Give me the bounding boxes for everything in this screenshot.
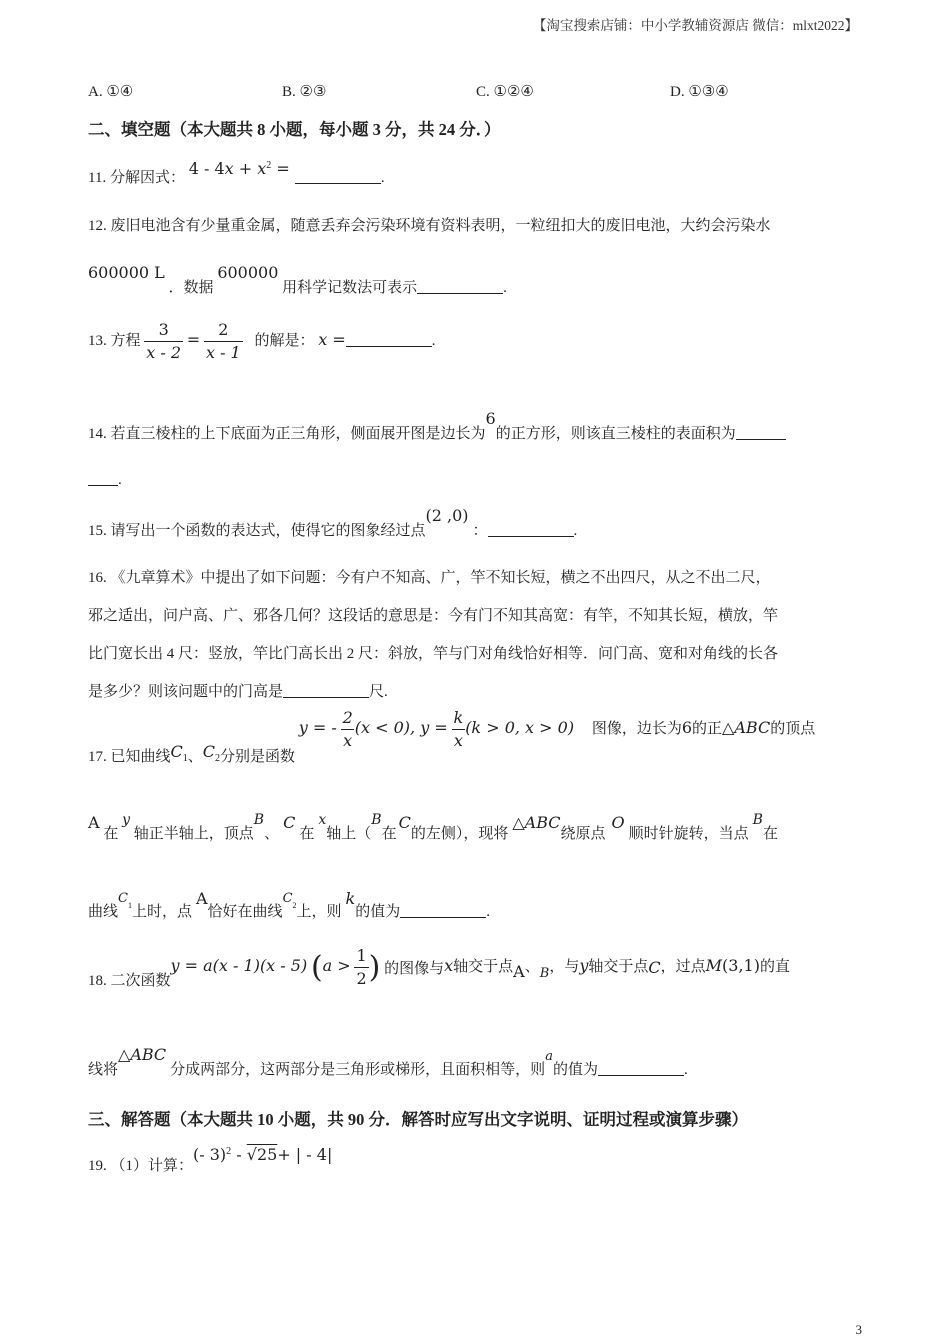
question-11: [88, 158, 385, 186]
q17-l2-12: C: [398, 813, 411, 832]
page-header: 【淘宝搜索店铺：中小学教辅资源店 微信：mlxt2022】: [532, 18, 858, 33]
q17-f2-fraction: $\frac{k}{x}$: [453, 708, 464, 750]
q18-l2-prefix: 线将: [88, 1062, 119, 1078]
q17-c1: C: [170, 741, 183, 761]
q18-cond-fraction: $\frac{1}{2}$: [356, 946, 367, 988]
q17-l2-3: 轴正半轴上，顶点: [133, 826, 254, 842]
q17-l3-A: A: [195, 889, 208, 908]
q17-triangle: △ABC: [722, 717, 771, 737]
q19-expr-a: (- 3): [193, 1145, 227, 1164]
q18-x: x: [444, 955, 454, 975]
question-16-line-2: 邪之适出，问户高、广、邪各几何？这段话的意思是：今有门不知其高宽：有竿，不知其长短，横放，竿: [88, 608, 779, 624]
q18-sep: 、: [524, 958, 540, 975]
q17-l2-6: C: [283, 813, 296, 832]
q13-fraction-2: $\frac{2}{x - 1}$: [205, 320, 241, 362]
option-b: [282, 82, 326, 101]
q17-end: .: [486, 904, 490, 920]
q11-answer-blank: [295, 169, 381, 184]
q12-value-2: 600000: [217, 263, 279, 282]
q18-paren-right: ): [368, 950, 381, 985]
q18-cond-pre: a >: [322, 955, 351, 975]
q12-end: .: [503, 280, 507, 296]
q16-last-prefix: 是多少？则该问题中的门高是: [88, 684, 284, 700]
q17-l3-b: 恰好在曲线: [207, 904, 283, 920]
question-18-line-2: [88, 1044, 688, 1078]
q15-answer-blank: [488, 522, 574, 537]
q12-value-1: 600000 L: [88, 263, 165, 282]
q17-tail3: 的顶点: [770, 720, 816, 737]
q14-side: 6: [485, 409, 496, 428]
q17-l2-11: 在: [381, 826, 397, 842]
q17-l3-prefix: 曲线: [88, 904, 119, 920]
q18-mid3: ，与: [549, 958, 580, 975]
page-number: 3: [855, 1322, 862, 1337]
question-16-line-3: 比门宽长出 4 尺：竖放，竿比门高长出 2 尺：斜放，竿与门对角线恰好相等．问门高、宽和对角线的长各: [88, 646, 779, 662]
q17-l3-c1-sub: 1: [127, 901, 132, 910]
q19-expr-b: -: [231, 1145, 247, 1164]
option-a-letter: A.: [88, 84, 103, 100]
question-17-line-1: [88, 708, 816, 765]
option-d-text: ①③④: [688, 84, 729, 100]
question-17-line-3: [88, 888, 490, 920]
q14-prefix: 14. 若直三棱柱的上下底面为正三角形，侧面展开图是边长为: [88, 426, 486, 442]
q17-l2-9: 轴上（: [326, 826, 372, 842]
q13-var: x: [318, 329, 328, 349]
q18-l2-mid: 分成两部分，这两部分是三角形或梯形，且面积相等，则: [170, 1062, 546, 1078]
q18-M-point: (3,1): [722, 955, 760, 975]
q17-l2-5: 、: [264, 826, 280, 842]
q16-answer-blank: [283, 683, 369, 698]
q17-l2-2: y: [122, 812, 130, 828]
q11-eq: =: [271, 159, 295, 178]
section-2-heading: 二、填空题（本大题共 8 小题，每小题 3 分，共 24 分．）: [88, 120, 501, 139]
q14-end: .: [118, 472, 122, 488]
question-17-line-2: [88, 812, 778, 842]
q17-c2: C: [202, 741, 216, 761]
q13-equals: =: [186, 329, 201, 349]
q19-exp: 2: [226, 1146, 232, 1157]
q18-M: M: [705, 955, 723, 975]
q14-answer-blank-b: [88, 471, 118, 486]
option-c-letter: C.: [476, 84, 490, 100]
question-13: [88, 322, 436, 361]
q11-exp: 2: [266, 160, 272, 171]
q17-l3-d: 的值为: [355, 904, 401, 920]
q19-prefix: 19. （1）计算：: [88, 1158, 194, 1174]
q17-tail2: 的正: [692, 720, 723, 737]
q15-point: (2 ,0): [425, 506, 469, 525]
q17-l2-19: 在: [762, 826, 778, 842]
question-16-line-1: 16. 《九章算术》中提出了如下问题：今有户不知高、广，竿不知长短，横之不出四尺，从之不出二尺，: [88, 570, 771, 586]
q17-l2-7: 在: [299, 826, 315, 842]
q14-answer-blank-a: [736, 425, 786, 440]
q17-mid: 分别是函数: [220, 748, 296, 765]
q17-l2-8: x: [318, 812, 327, 828]
q17-l3-c2: C: [282, 891, 293, 906]
q18-paren-left: (: [310, 950, 323, 985]
option-a-text: ①④: [106, 84, 134, 100]
q17-l2-13: 的左侧），现将: [410, 826, 509, 842]
option-a: [88, 82, 133, 101]
q17-l2-16: O: [611, 813, 625, 832]
q17-f1-fraction: $\frac{2}{x}$: [342, 708, 353, 750]
q11-expr-a: 4 - 4: [188, 159, 225, 178]
q17-l2-4: B: [253, 812, 265, 828]
q18-B: B: [539, 965, 550, 981]
option-b-text: ②③: [299, 84, 327, 100]
q18-mid2: 轴交于点: [453, 958, 514, 975]
q18-mid4: 轴交于点: [588, 958, 649, 975]
q16-last-end: 尺.: [369, 684, 388, 700]
q17-l3-c1: C: [118, 891, 128, 906]
q13-fraction-1: $\frac{3}{x - 2}$: [146, 320, 182, 362]
q18-prefix: 18. 二次函数: [88, 972, 171, 989]
q18-mid: 的图像与: [384, 960, 445, 977]
q17-l2-1: 在: [103, 826, 119, 842]
q12-answer-blank: [417, 279, 503, 294]
q17-f1-lhs: y = -: [298, 717, 337, 737]
q17-l3-a: 上时，点: [131, 904, 192, 920]
q17-c1-sub: 1: [182, 752, 188, 764]
question-19: [88, 1144, 333, 1174]
question-12-line-2: [88, 262, 507, 296]
q17-l2-17: 顺时针旋转，当点: [628, 826, 749, 842]
q18-A: A: [513, 961, 525, 981]
q13-prefix: 13. 方程: [88, 332, 141, 349]
q18-expr: y = a(x - 1)(x - 5): [170, 955, 308, 975]
q19-expr-c: + | - 4|: [277, 1145, 333, 1164]
question-14: [88, 408, 786, 442]
q17-c2-sub: 2: [215, 752, 221, 764]
q17-l3-c2-sub: 2: [292, 901, 297, 910]
q13-end: .: [431, 332, 436, 349]
q18-answer-blank: [598, 1061, 684, 1076]
q18-y: y: [579, 955, 589, 975]
q18-C: C: [648, 957, 661, 977]
q17-l2-15: 绕原点: [560, 826, 606, 842]
q13-mid: 的解是：: [254, 332, 315, 349]
q17-l3-k: k: [345, 889, 356, 908]
q17-l2-18: B: [752, 812, 763, 828]
q18-triangle: △ABC: [118, 1045, 167, 1064]
q17-l3-c-text: 上，则: [296, 904, 342, 920]
q17-l2-10: B: [371, 812, 382, 828]
q11-end: .: [380, 170, 385, 186]
q13-answer-blank: [346, 332, 432, 347]
option-c-text: ①②④: [493, 84, 534, 100]
q11-x2: x: [257, 159, 267, 178]
option-d: [670, 82, 729, 101]
q18-end: .: [683, 1062, 688, 1078]
q12-tail: 用科学记数法可表示: [282, 280, 418, 296]
section-3-heading: 三、解答题（本大题共 10 小题，共 90 分．解答时应写出文字说明、证明过程或演算步骤）: [88, 1110, 748, 1129]
q19-sqrt: √25: [246, 1145, 278, 1164]
q17-f1-cond: (x < 0), y =: [354, 717, 448, 737]
option-d-letter: D.: [670, 84, 685, 100]
q12-mid: ．数据: [168, 280, 214, 296]
q17-tail: 图像，边长为: [591, 720, 682, 737]
q17-sep: 、: [187, 748, 203, 765]
q15-end: .: [573, 523, 578, 539]
q18-a: a: [545, 1049, 553, 1064]
q17-prefix: 17. 已知曲线: [88, 748, 171, 765]
q14-tail: 的正方形，则该直三棱柱的表面积为: [495, 426, 736, 442]
question-16-line-4: [88, 680, 388, 701]
q13-eq: =: [327, 329, 346, 349]
question-15: [88, 505, 578, 539]
q15-prefix: 15. 请写出一个函数的表达式，使得它的图象经过点: [88, 523, 426, 539]
q15-tail: ：: [472, 523, 488, 539]
q11-plus: +: [233, 159, 258, 178]
q11-prefix: 11. 分解因式：: [88, 170, 185, 186]
q18-mid5: ，过点: [660, 958, 706, 975]
q17-f2-cond: (k > 0, x > 0): [465, 717, 575, 737]
q18-tail: 的直: [759, 958, 790, 975]
q17-l2-0: A: [88, 813, 100, 832]
q17-answer-blank: [400, 903, 486, 918]
q17-l2-14: △ABC: [512, 813, 561, 832]
question-12-line-1: 12. 废旧电池含有少量重金属，随意丢弃会污染环境有资料表明，一粒纽扣大的废旧电池，大约会污染水: [88, 218, 771, 234]
q11-x1: x: [224, 159, 234, 178]
q17-side: 6: [681, 717, 693, 737]
option-c: [476, 82, 534, 101]
option-b-letter: B.: [282, 84, 296, 100]
q18-l2-tail: 的值为: [552, 1062, 598, 1078]
question-18-line-1: [88, 948, 790, 987]
question-14-wrap: [88, 471, 122, 489]
